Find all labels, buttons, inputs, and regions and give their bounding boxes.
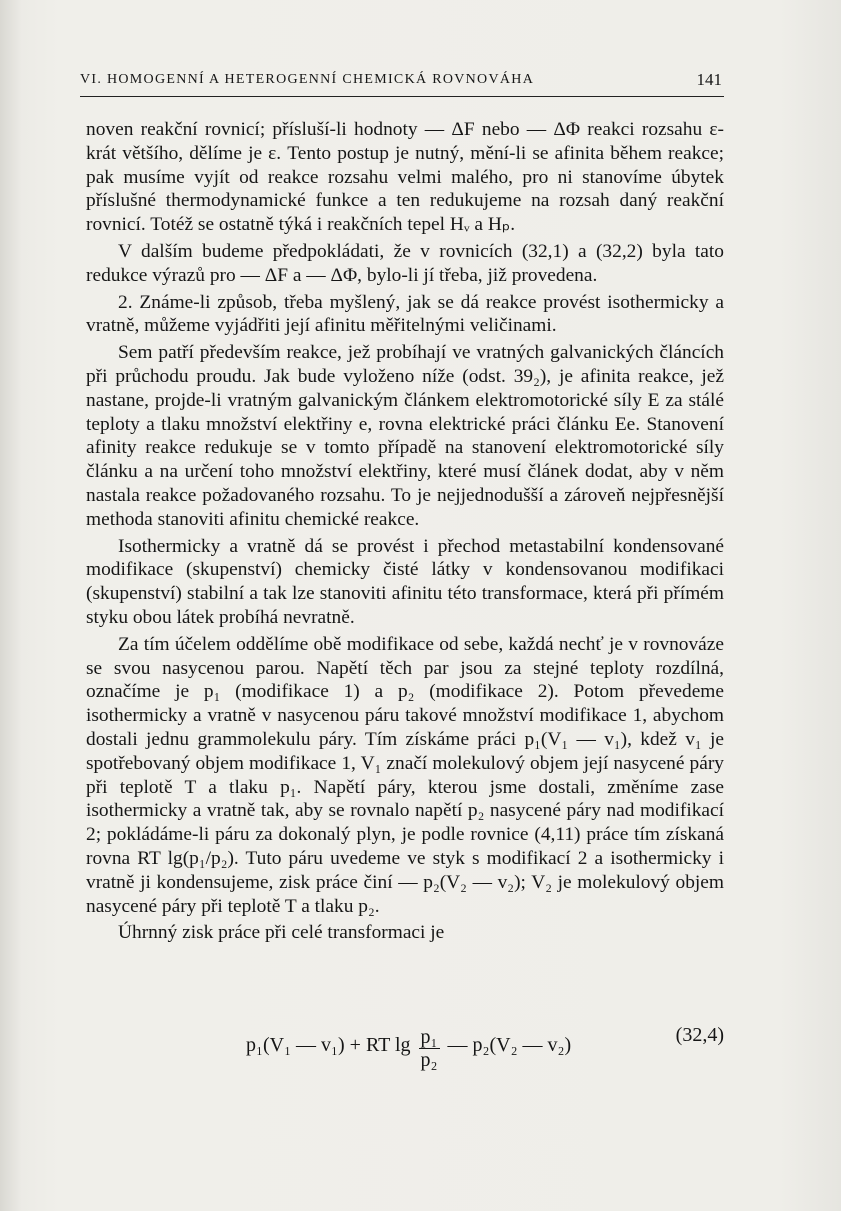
equation-fraction	[419, 1026, 440, 1071]
equation-expression	[246, 1024, 571, 1069]
running-head: VI. HOMOGENNÍ A HETEROGENNÍ CHEMICKÁ ROVNOVÁHA	[80, 72, 535, 87]
equation-number: (32,4)	[675, 1024, 724, 1046]
equation-32-4	[86, 1010, 726, 1074]
paragraph-metastable: Isothermicky a vratně dá se provést i přechod metastabilní kondensované modifikace (skupenství) chemicky čisté látky v kondensovanou modifikaci (skupenství) stabilní a tak lze stanoviti afinitu této transformace, která při přímém styku obou látek probíhá nevratně.	[86, 535, 724, 628]
equation-right: — p₂(V₂ — v₂)	[447, 1034, 572, 1057]
equation-left: p₁(V₁ — v₁) + RT lg	[246, 1034, 411, 1057]
fraction-denominator: p₂	[420, 1049, 438, 1071]
paragraph-vapour-procedure: Za tím účelem oddělíme obě modifikace od sebe, každá nechť je v rovnováze se svou nasycenou parou. Napětí těch par jsou za stejné teploty rozdílná, označíme je p₁ (modifikace 1) a p₂ (modifikace 2). Potom převedeme isothermicky a vratně v nasycenou páru takové množství modifikace 1, abychom dostali jednu grammolekulu páry. Tím získáme práci p₁(V₁ — v₁), kdež v₁ je spotřebovaný objem modifikace 1, V₁ značí molekulový objem její nasycené páry při teplotě T a tlaku p₁. Napětí páry, kterou jsme dostali, změníme zase isothermicky a vratně tak, aby se rovnalo napětí p₂ nasycené páry nad modifikací 2; pokládáme-li páru za dokonalý plyn, je podle rovnice (4,11) práce tím získaná rovna RT lg(p₁/p₂). Tuto páru uvedeme ve styk s modifikací 2 a isothermicky i vratně ji kondensujeme, zisk práce činí — p₂(V₂ — v₂); V₂ je molekulový objem nasycené páry při teplotě T a tlaku p₂.	[86, 633, 724, 917]
paragraph-galvanic-cells: Sem patří především reakce, jež probíhají ve vratných galvanických článcích při průchodu proudu. Jak bude vyloženo níže (odst. 39₂), je afinita reakce, jež nastane, projde-li vratným galvanickým článkem elektromotorické síly E za stálé teploty a tlaku množství elektřiny e, rovna elektrické práci článku Ee. Stanovení afinity reakce redukuje se v tomto případě na stanovení elektromotorické síly článku a na určení toho množství elektřiny, které musí článek dodat, aby v něm nastala reakce požadovaného rozsahu. To je nejjednodušší a zároveň nejpřesnější methoda stanoviti afinitu chemické reakce.	[86, 342, 724, 530]
paragraph-total-work: Úhrnný zisk práce při celé transformaci je	[118, 922, 445, 944]
paragraph-continuation: noven reakční rovnicí; přísluší-li hodnoty — ΔF nebo — ΔΦ reakci rozsahu ε-krát většího, dělíme je ε. Tento postup je nutný, mění-li se afinita během reakce; pak musíme vyjít od reakce rozsahu velmi malého, pro ni stanovíme úbytek příslušné thermodynamické funkce a ten redukujeme na rozsah daný reakční rovnicí. Totéž se ostatně týká i reakčních tepel Hᵥ a Hₚ.	[86, 119, 724, 236]
paragraph-section-2: 2. Známe-li způsob, třeba myšlený, jak se dá reakce provést isothermicky a vratně, můžeme vyjádřiti její afinitu měřitelnými veličinami.	[86, 291, 724, 337]
page-header	[80, 70, 724, 97]
paragraph-reduction: V dalším budeme předpokládati, že v rovnicích (32,1) a (32,2) byla tato redukce výrazů pro — ΔF a — ΔΦ, bylo-li jí třeba, již provedena.	[86, 240, 724, 286]
body-text	[86, 118, 724, 945]
fraction-numerator: p₁	[420, 1026, 438, 1048]
page-number: 141	[696, 70, 722, 89]
